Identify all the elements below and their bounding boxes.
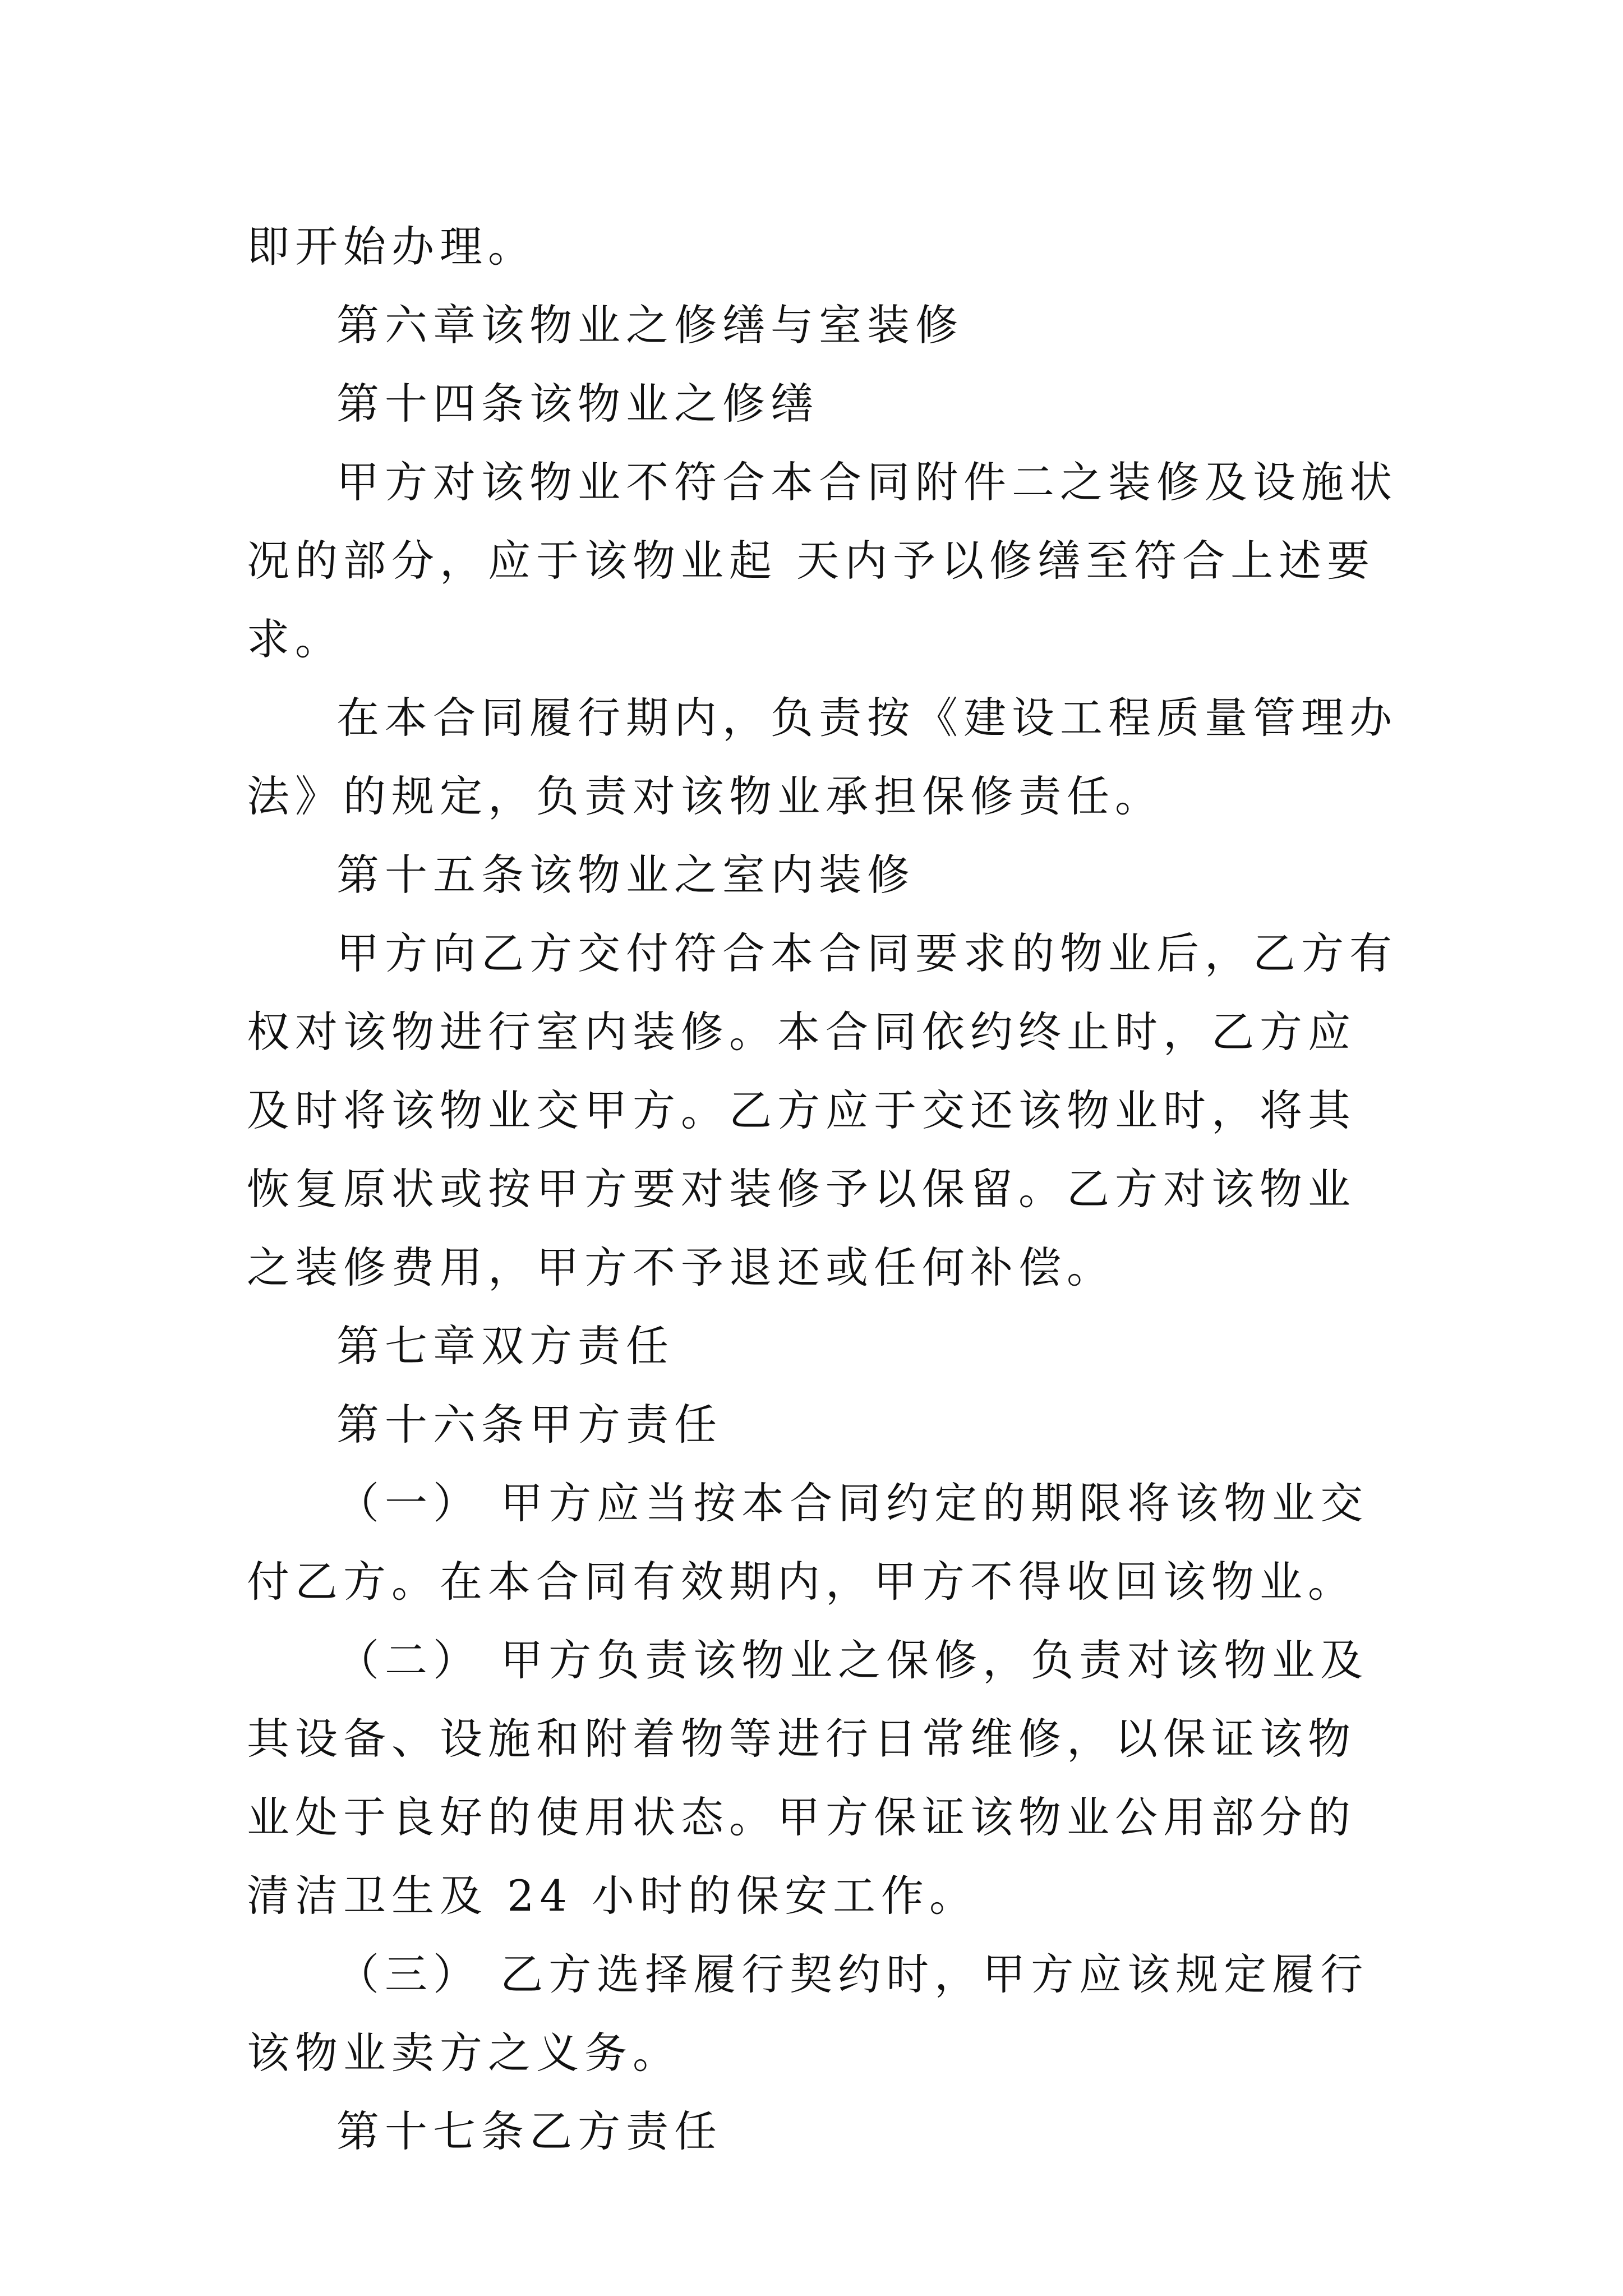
paragraph-continuation: 即开始办理。 — [247, 222, 536, 272]
document-body — [247, 208, 1402, 2171]
article-heading-15: 第十五条该物业之室内装修 — [336, 850, 915, 900]
article-14-paragraph-2: 在本合同履行期内，负责按《建设工程质量管理办法》的规定，负责对该物业承担保修责任。 — [247, 693, 1398, 821]
article-16-item-3: （三） 乙方选择履行契约时，甲方应该规定履行该物业卖方之义务。 — [247, 1949, 1369, 2078]
article-16-item-1: （一） 甲方应当按本合同约定的期限将该物业交付乙方。在本合同有效期内，甲方不得收回该物业。 — [247, 1478, 1369, 1607]
article-14-paragraph-1: 甲方对该物业不符合本合同附件二之装修及设施状况的部分，应于该物业起 天内予以修缮至符合上述要求。 — [247, 457, 1398, 664]
chapter-heading-6: 第六章该物业之修缮与室装修 — [336, 300, 963, 350]
article-heading-16: 第十六条甲方责任 — [336, 1400, 722, 1450]
article-16-item-2: （二） 甲方负责该物业之保修，负责对该物业及其设备、设施和附着物等进行日常维修，以保证该物业处于良好的使用状态。甲方保证该物业公用部分的清洁卫生及 24 小时的保安工作。 — [247, 1635, 1369, 1921]
article-heading-17: 第十七条乙方责任 — [336, 2106, 722, 2156]
article-15-paragraph: 甲方向乙方交付符合本合同要求的物业后，乙方有权对该物进行室内装修。本合同依约终止时，乙方应及时将该物业交甲方。乙方应于交还该物业时，将其恢复原状或按甲方要对装修予以保留。乙方对该物业之装修费用，甲方不予退还或任何补偿。 — [247, 928, 1398, 1292]
chapter-heading-7: 第七章双方责任 — [336, 1321, 674, 1371]
article-heading-14: 第十四条该物业之修缮 — [336, 379, 819, 429]
